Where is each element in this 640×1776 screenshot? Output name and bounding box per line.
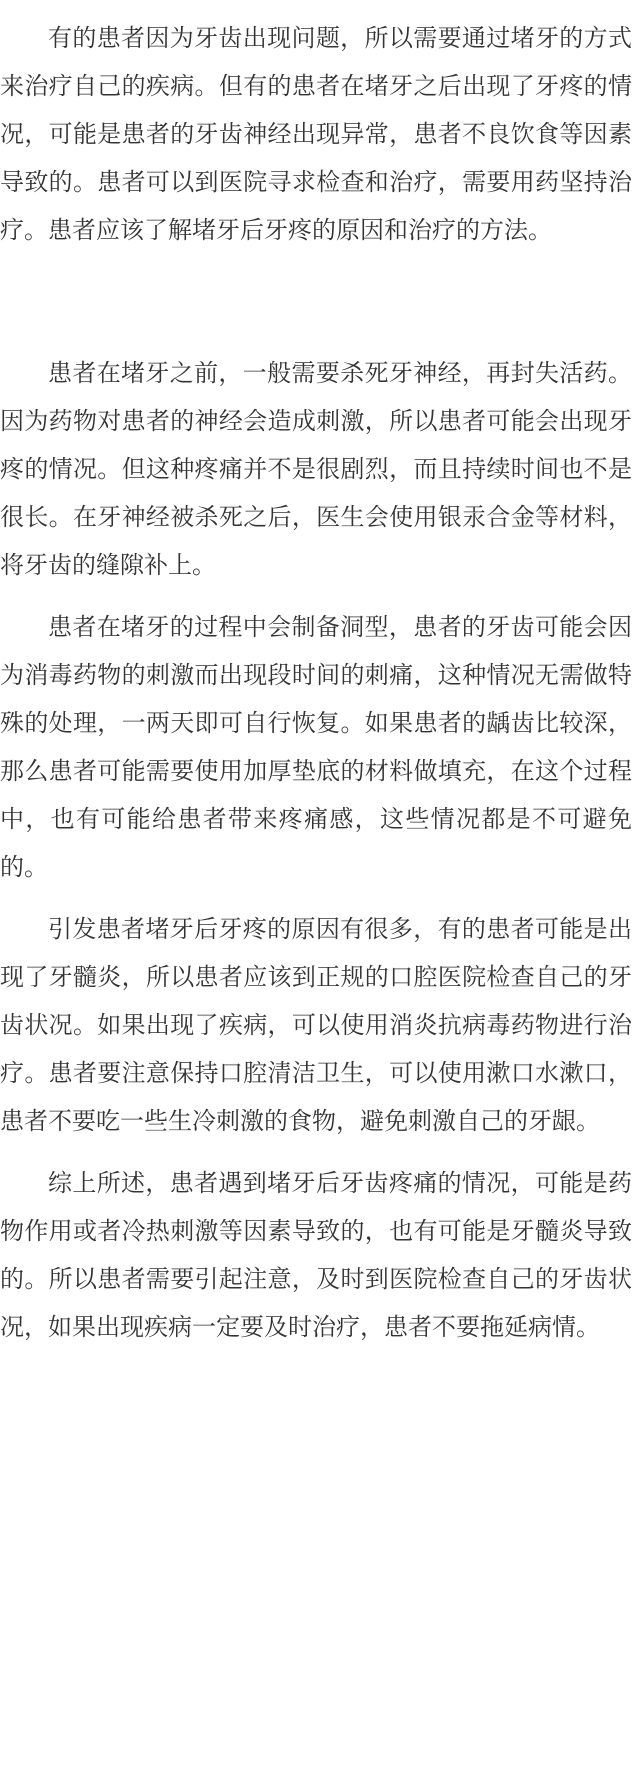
paragraph-cavity-prep: 患者在堵牙的过程中会制备洞型，患者的牙齿可能会因为消毒药物的刺激而出现段时间的刺痛，这种情况无需做特殊的处理，一两天即可自行恢复。如果患者的龋齿比较深，那么患者可能需要使用加厚垫底的材料做填充，在这个过程中，也有可能给患者带来疼痛感，这些情况都是不可避免的。 [0, 613, 632, 881]
paragraph-intro: 有的患者因为牙齿出现问题，所以需要通过堵牙的方式来治疗自己的疾病。但有的患者在堵牙之后出现了牙疼的情况，可能是患者的牙齿神经出现异常，患者不良饮食等因素导致的。患者可以到医院寻求检查和治疗，需要用药坚持治疗。患者应该了解堵牙后牙疼的原因和治疗的方法。 [0, 24, 632, 244]
paragraph-nerve-killing: 患者在堵牙之前，一般需要杀死牙神经，再封失活药。因为药物对患者的神经会造成刺激，所以患者可能会出现牙疼的情况。但这种疼痛并不是很剧烈，而且持续时间也不是很长。在牙神经被杀死之后，医生会使用银汞合金等材料，将牙齿的缝隙补上。 [0, 359, 632, 579]
article-body [0, 14, 632, 1351]
paragraph-summary: 综上所述，患者遇到堵牙后牙齿疼痛的情况，可能是药物作用或者冷热刺激等因素导致的，也有可能是牙髓炎导致的。所以患者需要引起注意，及时到医院检查自己的牙齿状况，如果出现疾病一定要及时治疗，患者不要拖延病情。 [0, 1169, 632, 1341]
paragraph-pulpitis: 引发患者堵牙后牙疼的原因有很多，有的患者可能是出现了牙髓炎，所以患者应该到正规的口腔医院检查自己的牙齿状况。如果出现了疾病，可以使用消炎抗病毒药物进行治疗。患者要注意保持口腔清洁卫生，可以使用漱口水漱口，患者不要吃一些生冷刺激的食物，避免刺激自己的牙龈。 [0, 915, 632, 1135]
